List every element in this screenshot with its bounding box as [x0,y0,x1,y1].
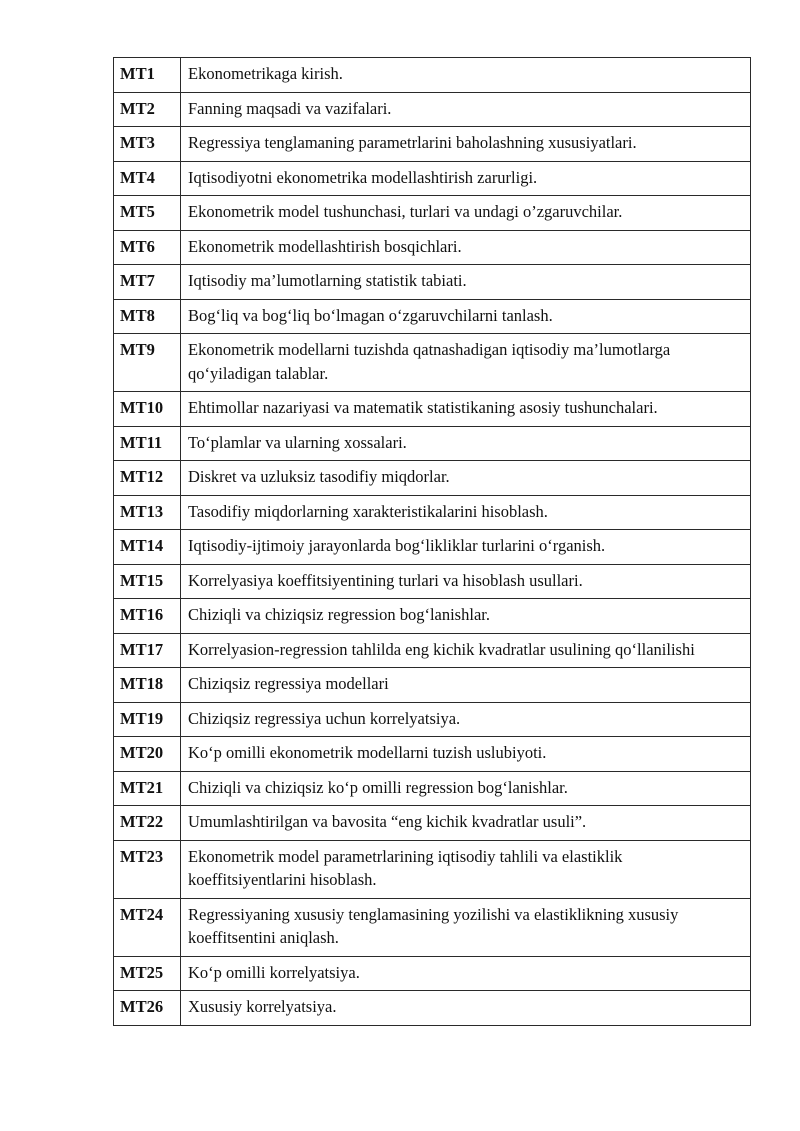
topic-code: MT8 [114,299,181,334]
topic-title: Ekonometrik modellashtirish bosqichlari. [181,230,751,265]
topic-code: MT9 [114,334,181,392]
topic-title: Regressiyaning xususiy tenglamasining yozilishi va elastiklikning xususiy koeffitsentini aniqlash. [181,898,751,956]
table-row [114,530,751,565]
topic-code: MT26 [114,991,181,1026]
topic-code: MT3 [114,127,181,162]
table-row [114,771,751,806]
table-row [114,334,751,392]
table-row [114,806,751,841]
topic-title: Ekonometrik model parametrlarining iqtisodiy tahlili va elastiklik koeffitsiyentlarini hisoblash. [181,840,751,898]
topic-code: MT7 [114,265,181,300]
table-row [114,633,751,668]
topic-title: Regressiya tenglamaning parametrlarini baholashning xususiyatlari. [181,127,751,162]
topic-title: Chiziqli va chiziqsiz ko‘p omilli regression bog‘lanishlar. [181,771,751,806]
table-row [114,668,751,703]
topic-title: Bog‘liq va bog‘liq bo‘lmagan o‘zgaruvchilarni tanlash. [181,299,751,334]
topic-title: Ko‘p omilli korrelyatsiya. [181,956,751,991]
topic-code: MT17 [114,633,181,668]
topic-code: MT2 [114,92,181,127]
table-row [114,737,751,772]
topic-title: Fanning maqsadi va vazifalari. [181,92,751,127]
topic-title: Xususiy korrelyatsiya. [181,991,751,1026]
table-row [114,991,751,1026]
table-row [114,230,751,265]
table-row [114,127,751,162]
topic-code: MT12 [114,461,181,496]
topic-title: Korrelyasion-regression tahlilda eng kichik kvadratlar usulining qo‘llanilishi [181,633,751,668]
topic-code: MT16 [114,599,181,634]
topic-title: Iqtisodiy ma’lumotlarning statistik tabiati. [181,265,751,300]
table-row [114,92,751,127]
topic-title: Ekonometrik modellarni tuzishda qatnashadigan iqtisodiy ma’lumotlarga qo‘yiladigan talablar. [181,334,751,392]
topic-code: MT11 [114,426,181,461]
topic-title: Umumlashtirilgan va bavosita “eng kichik kvadratlar usuli”. [181,806,751,841]
topics-table [113,57,751,1026]
topic-title: To‘plamlar va ularning xossalari. [181,426,751,461]
topic-title: Ekonometrikaga kirish. [181,58,751,93]
table-row [114,196,751,231]
table-row [114,265,751,300]
table-row [114,564,751,599]
topic-title: Ehtimollar nazariyasi va matematik statistikaning asosiy tushunchalari. [181,392,751,427]
topic-code: MT14 [114,530,181,565]
table-row [114,461,751,496]
table-row [114,840,751,898]
topic-title: Chiziqli va chiziqsiz regression bog‘lanishlar. [181,599,751,634]
table-row [114,161,751,196]
topic-code: MT5 [114,196,181,231]
topic-code: MT1 [114,58,181,93]
topic-code: MT18 [114,668,181,703]
topic-code: MT4 [114,161,181,196]
table-row [114,58,751,93]
topic-title: Tasodifiy miqdorlarning xarakteristikalarini hisoblash. [181,495,751,530]
topic-code: MT24 [114,898,181,956]
topic-code: MT10 [114,392,181,427]
table-row [114,299,751,334]
topic-code: MT15 [114,564,181,599]
topic-code: MT19 [114,702,181,737]
table-row [114,702,751,737]
topic-code: MT6 [114,230,181,265]
table-row [114,898,751,956]
topic-title: Iqtisodiyotni ekonometrika modellashtirish zarurligi. [181,161,751,196]
topic-title: Ekonometrik model tushunchasi, turlari va undagi o’zgaruvchilar. [181,196,751,231]
table-row [114,599,751,634]
topic-title: Diskret va uzluksiz tasodifiy miqdorlar. [181,461,751,496]
topic-code: MT25 [114,956,181,991]
table-row [114,392,751,427]
table-row [114,495,751,530]
topic-title: Ko‘p omilli ekonometrik modellarni tuzish uslubiyoti. [181,737,751,772]
topic-code: MT23 [114,840,181,898]
table-row [114,956,751,991]
table-row [114,426,751,461]
topic-title: Iqtisodiy-ijtimoiy jarayonlarda bog‘likliklar turlarini o‘rganish. [181,530,751,565]
topic-code: MT13 [114,495,181,530]
topic-title: Korrelyasiya koeffitsiyentining turlari va hisoblash usullari. [181,564,751,599]
topic-title: Chiziqsiz regressiya uchun korrelyatsiya. [181,702,751,737]
topics-table-body [114,58,751,1026]
topic-code: MT20 [114,737,181,772]
topic-code: MT21 [114,771,181,806]
topic-code: MT22 [114,806,181,841]
topic-title: Chiziqsiz regressiya modellari [181,668,751,703]
